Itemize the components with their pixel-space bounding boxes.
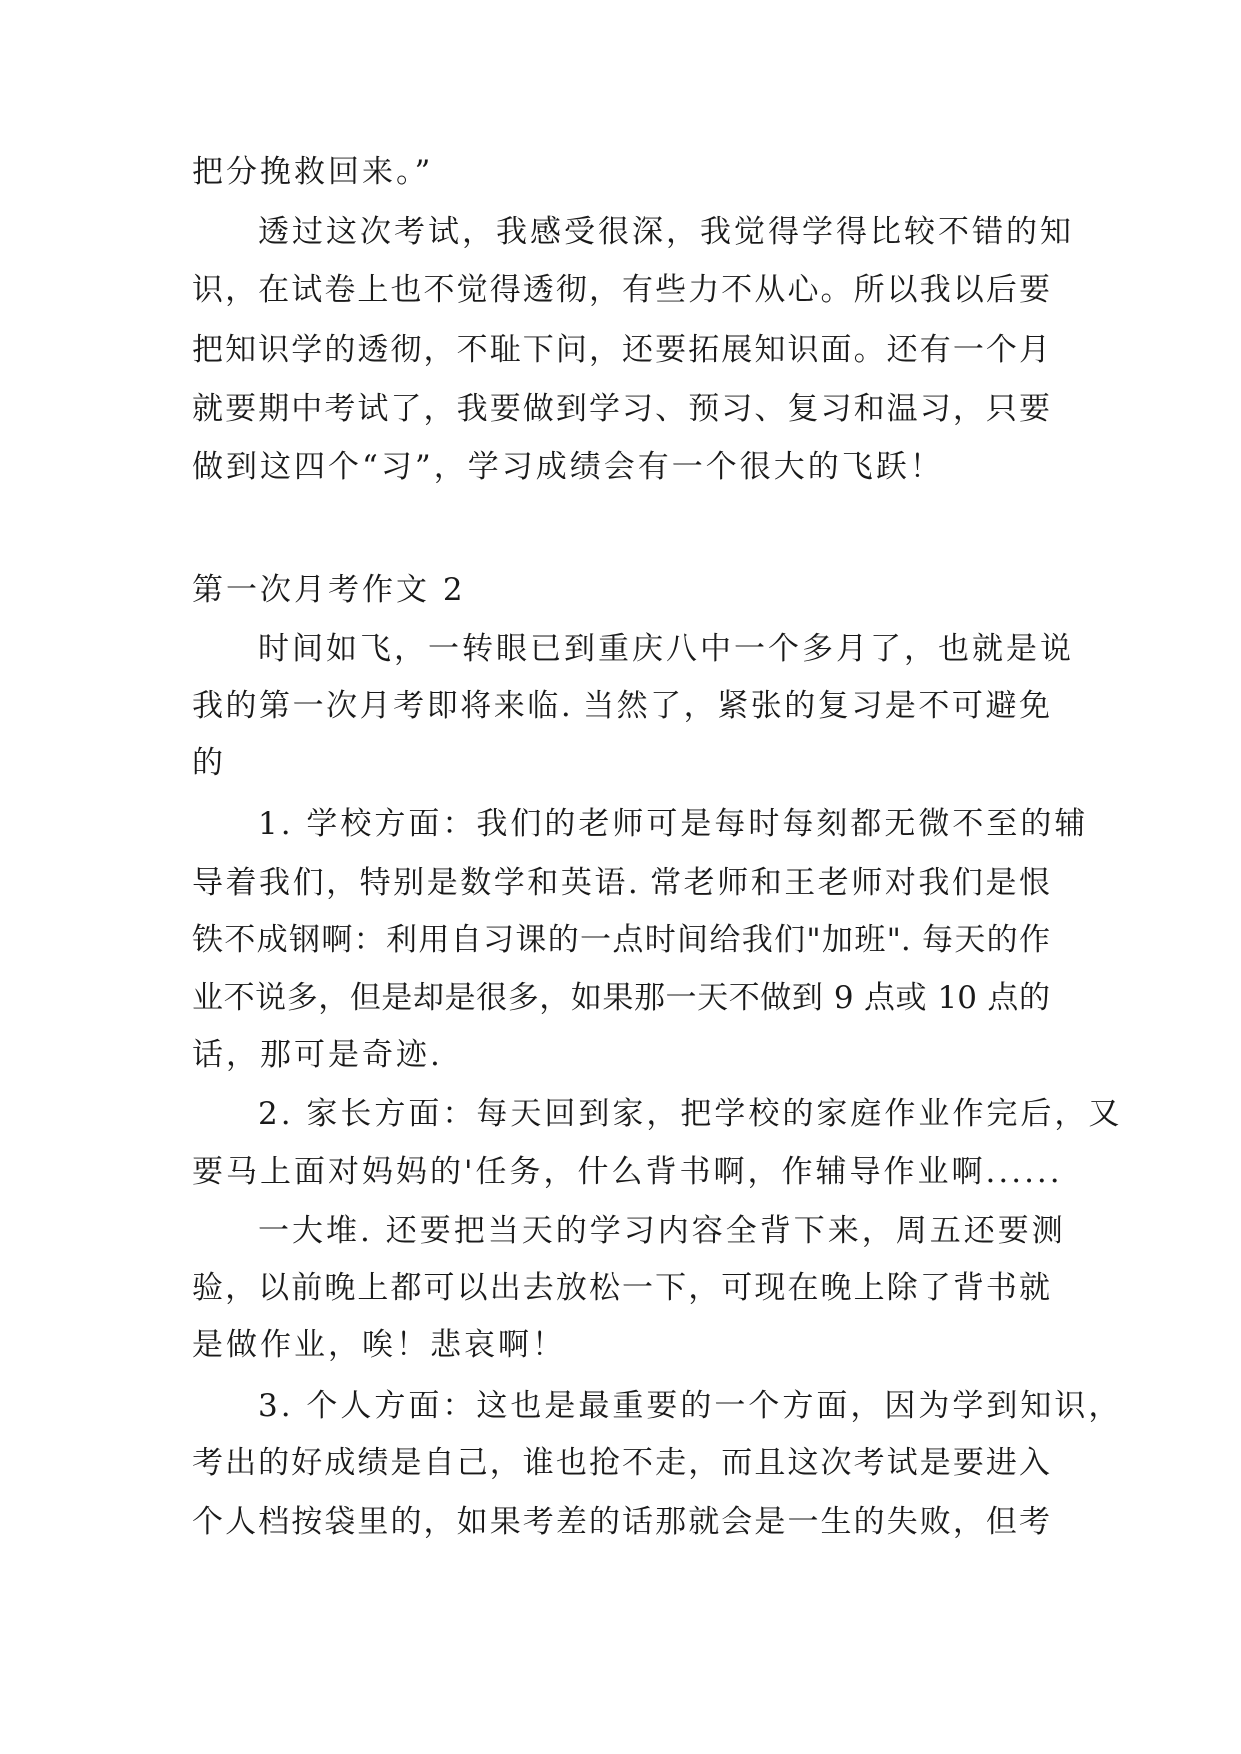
paragraph-line: 2. 家长方面：每天回到家，把学校的家庭作业作完后，又: [258, 1096, 1123, 1132]
paragraph-line: 识，在试卷上也不觉得透彻，有些力不从心。所以我以后要: [192, 272, 1050, 308]
paragraph-line: 铁不成钢啊：利用自习课的一点时间给我们"加班". 每天的作: [192, 922, 1050, 958]
section-heading: 第一次月考作文 2: [192, 572, 466, 608]
paragraph-line: 考出的好成绩是自己，谁也抢不走，而且这次考试是要进入: [192, 1445, 1050, 1481]
paragraph-line: 就要期中考试了，我要做到学习、预习、复习和温习，只要: [192, 391, 1050, 427]
paragraph-line: 把分挽救回来。”: [192, 154, 434, 190]
paragraph-line: 我的第一次月考即将来临. 当然了，紧张的复习是不可避免: [192, 688, 1050, 724]
paragraph-line: 话，那可是奇迹.: [192, 1037, 443, 1073]
paragraph-line: 把知识学的透彻，不耻下问，还要拓展知识面。还有一个月: [192, 332, 1050, 368]
paragraph-line: 导着我们，特别是数学和英语. 常老师和王老师对我们是恨: [192, 865, 1050, 901]
paragraph-line: 个人档按袋里的，如果考差的话那就会是一生的失败，但考: [192, 1504, 1050, 1540]
paragraph-line: 是做作业，唉！悲哀啊！: [192, 1327, 566, 1363]
paragraph-line: 验，以前晚上都可以出去放松一下，可现在晚上除了背书就: [192, 1270, 1050, 1306]
paragraph-line: 要马上面对妈妈的'任务，什么背书啊，作辅导作业啊......: [192, 1154, 1063, 1190]
paragraph-line: 时间如飞，一转眼已到重庆八中一个多月了，也就是说: [258, 631, 1074, 667]
paragraph-line: 的: [192, 745, 226, 781]
paragraph-line: 一大堆. 还要把当天的学习内容全背下来，周五还要测: [258, 1213, 1066, 1249]
paragraph-line: 做到这四个“习”，学习成绩会有一个很大的飞跃！: [192, 449, 944, 485]
paragraph-line: 透过这次考试，我感受很深，我觉得学得比较不错的知: [258, 214, 1074, 250]
paragraph-line: 业不说多，但是却是很多，如果那一天不做到 9 点或 10 点的: [192, 980, 1050, 1016]
paragraph-line: 1. 学校方面：我们的老师可是每时每刻都无微不至的辅: [258, 806, 1089, 842]
paragraph-line: 3. 个人方面：这也是最重要的一个方面，因为学到知识，: [258, 1388, 1123, 1424]
